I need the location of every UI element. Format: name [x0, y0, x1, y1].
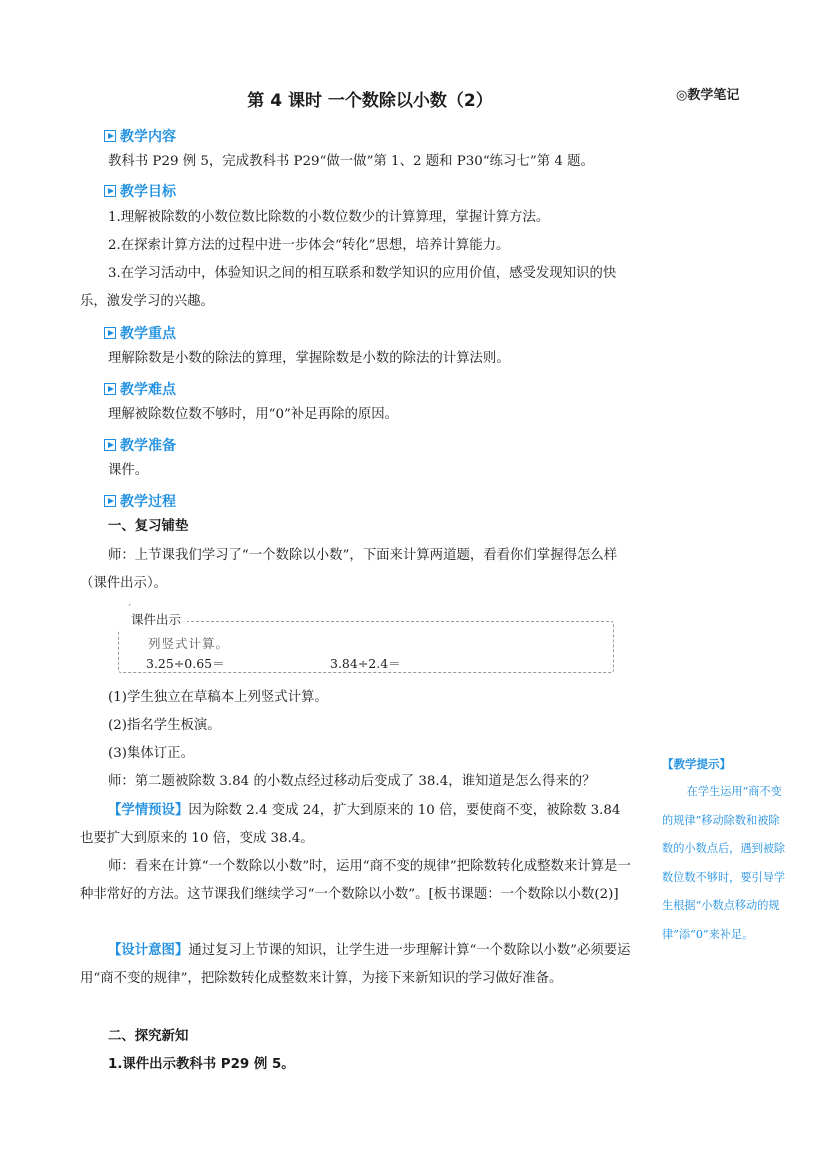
goal-1: 1.理解被除数的小数位数比除数的小数位数少的计算算理，掌握计算方法。	[108, 210, 550, 225]
content-text: 教科书 P29 例 5，完成教科书 P29“做一做”第 1、2 题和 P30“练习七”第 4 题。	[108, 154, 594, 169]
design-text: 通过复习上节课的知识，让学生进一步理解计算“一个数除以小数”必须要运用“商不变的规律”，把除数转化成整数来计算，为接下来新知识的学习做好准备。	[80, 943, 631, 986]
section-head-prep	[104, 435, 176, 455]
section-head-label: 教学目标	[120, 184, 176, 200]
section-head-label: 教学准备	[120, 438, 176, 454]
play-icon	[104, 439, 116, 451]
section-head-label: 教学内容	[120, 129, 176, 145]
play-icon	[104, 327, 116, 339]
prep-text: 课件。	[108, 463, 149, 478]
teaching-tip-head: 【教学提示】	[662, 757, 731, 771]
preset-paragraph	[80, 797, 632, 852]
step-3: (3)集体订正。	[108, 746, 194, 761]
equation-2: 3.84÷2.4＝	[330, 656, 401, 671]
teaching-tip-text: 在学生运用“商不变的规律”移动除数和被除数的小数点后，遇到被除数位数不够时，要引导学生根据“小数点移动的规律”添“0”来补足。	[662, 785, 786, 941]
step-2: (2)指名学生板演。	[108, 718, 221, 733]
design-paragraph	[80, 937, 632, 992]
section-head-content	[104, 126, 176, 146]
teacher-transition: 师：看来在计算“一个数除以小数”时，运用“商不变的规律”把除数转化成整数来计算是一种非常好的方法。这节课我们继续学习“一个数除以小数”。[板书课题：一个数除以小数(2)]	[80, 859, 631, 902]
section-head-difficulty	[104, 379, 176, 399]
design-label: 【设计意图】	[108, 943, 189, 958]
equation-1: 3.25÷0.65＝	[146, 656, 225, 671]
play-icon	[104, 495, 116, 507]
section-head-key	[104, 323, 176, 343]
preset-text: 因为除数 2.4 变成 24，扩大到原来的 10 倍，要使商不变，被除数 3.84 也要扩大到原来的 10 倍，变成 38.4。	[80, 803, 621, 846]
play-icon	[104, 383, 116, 395]
play-icon	[104, 130, 116, 142]
part2-title: 二、探究新知	[108, 1029, 189, 1044]
teacher-question: 师：第二题被除数 3.84 的小数点经过移动后变成了 38.4，谁知道是怎么得来的？	[108, 774, 596, 789]
part1-title: 一、复习铺垫	[108, 519, 189, 534]
section-head-process	[104, 491, 176, 511]
difficulty-text: 理解被除数位数不够时，用“0”补足再除的原因。	[108, 407, 399, 422]
courseware-instruction: 列竖式计算。	[148, 636, 230, 651]
section-head-label: 教学重点	[120, 326, 176, 342]
subsection-1: 1.课件出示教科书 P29 例 5。	[108, 1057, 295, 1072]
play-icon	[104, 185, 116, 197]
section-head-goals	[104, 181, 176, 201]
courseware-box-label: 课件出示	[117, 606, 187, 630]
section-head-label: 教学难点	[120, 382, 176, 398]
key-text: 理解除数是小数的除法的算理，掌握除数是小数的除法的计算法则。	[108, 351, 510, 366]
section-head-label: 教学过程	[120, 494, 176, 510]
goal-3: 3.在学习活动中，体验知识之间的相互联系和数学知识的应用价值，感受发现知识的快乐，激发学习的兴趣。	[80, 266, 617, 309]
page-title: 第 4 课时 一个数除以小数（2）	[247, 91, 493, 111]
teaching-notes-header: ◎教学笔记	[676, 88, 740, 103]
goal-2: 2.在探索计算方法的过程中进一步体会“转化”思想，培养计算能力。	[108, 238, 510, 253]
preset-label: 【学情预设】	[108, 803, 189, 818]
teacher-intro: 师：上节课我们学习了“一个数除以小数”，下面来计算两道题，看看你们掌握得怎么样（课件出示）。	[80, 548, 618, 591]
step-1: (1)学生独立在草稿本上列竖式计算。	[108, 690, 328, 705]
